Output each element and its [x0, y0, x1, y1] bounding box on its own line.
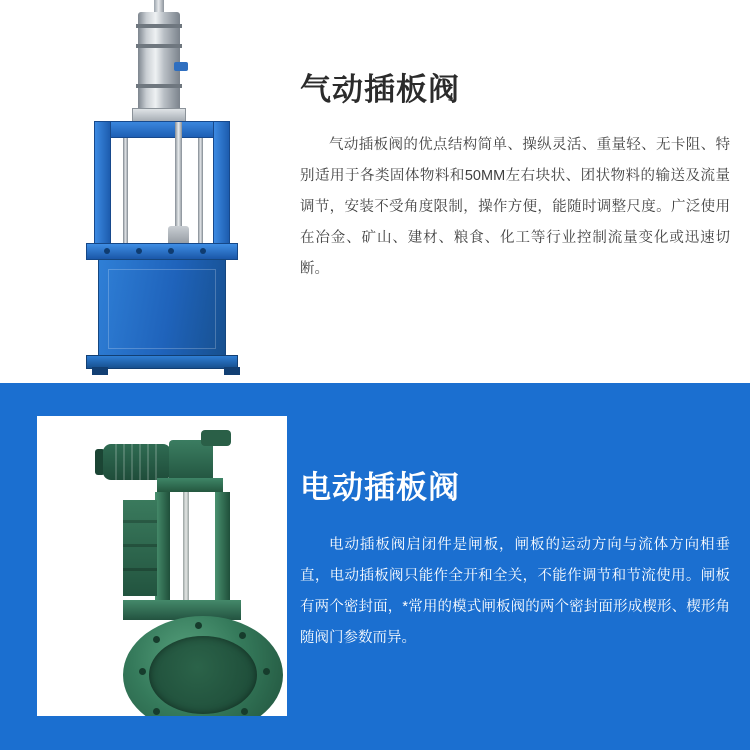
electric-valve-artwork [37, 416, 287, 716]
ring-bolt [263, 668, 270, 675]
flange-bolt [168, 248, 174, 254]
pneumatic-valve-artwork [20, 0, 290, 383]
guide-rod-right [198, 138, 203, 246]
ring-bolt [139, 668, 146, 675]
section-electric-valve [0, 383, 750, 750]
guide-rod-left [123, 138, 128, 246]
valve-body-ring [123, 616, 283, 716]
flange-bolt [104, 248, 110, 254]
electric-valve-description: 电动插板阀启闭件是闸板，闸板的运动方向与流体方向相垂直，电动插板阀只能作全开和全关，不能作调节和节流使用。闸板有两个密封面，*常用的模式闸板阀的两个密封面形成楔形、楔形角随阀门参数而异。 [300, 537, 730, 646]
pneumatic-valve-text-block [300, 70, 730, 285]
valve-bore [149, 636, 257, 714]
yoke-base [157, 478, 223, 492]
valve-body [98, 259, 226, 359]
electric-motor-icon [103, 444, 171, 480]
electric-valve-image [37, 416, 287, 716]
bottom-flange [86, 355, 238, 369]
ring-bolt [239, 632, 246, 639]
cylinder-band-icon [136, 44, 182, 48]
cylinder-band-icon [136, 24, 182, 28]
ring-bolt [153, 636, 160, 643]
gate-housing [123, 500, 157, 596]
ring-bolt [153, 708, 160, 715]
cylinder-band-icon [136, 84, 182, 88]
pneumatic-valve-title: 气动插板阀 [300, 72, 460, 107]
motor-fin [139, 444, 141, 480]
electric-valve-title: 电动插板阀 [300, 470, 460, 505]
cylinder-cap-icon [132, 108, 186, 122]
motor-fin [131, 444, 133, 480]
valve-body-inner-outline [108, 269, 216, 349]
air-port-icon [174, 62, 188, 71]
electric-valve-text-block [300, 468, 730, 654]
pneumatic-valve-description: 气动插板阀的优点结构简单、操纵灵活、重量轻、无卡阻、特别适用于各类固体物料和50MM左右块状、团状物料的输送及流量调节，安装不受角度限制，操作方便，能随时调整尺度。广泛使用在冶金、矿山、建材、粮食、化工等行业控制流量变化或迅速切断。 [300, 137, 730, 277]
ring-bolt [195, 622, 202, 629]
housing-rib [123, 544, 157, 547]
frame-post-left [94, 121, 111, 246]
valve-stem [183, 492, 189, 604]
valve-foot-left [92, 367, 108, 375]
frame-post-right [215, 492, 230, 604]
gearbox-icon [169, 440, 213, 482]
pneumatic-valve-image [20, 0, 290, 383]
flange-bolt [136, 248, 142, 254]
frame-post-left [155, 492, 170, 604]
flange-bolt [200, 248, 206, 254]
housing-rib [123, 568, 157, 571]
ring-bolt [241, 708, 248, 715]
motor-fin [115, 444, 117, 480]
frame-post-right [213, 121, 230, 246]
valve-foot-right [224, 367, 240, 375]
frame-top-beam [94, 121, 230, 138]
housing-rib [123, 520, 157, 523]
valve-stem [175, 122, 182, 232]
motor-fin [147, 444, 149, 480]
handwheel-icon [201, 430, 231, 446]
motor-fin [123, 444, 125, 480]
motor-fin [155, 444, 157, 480]
